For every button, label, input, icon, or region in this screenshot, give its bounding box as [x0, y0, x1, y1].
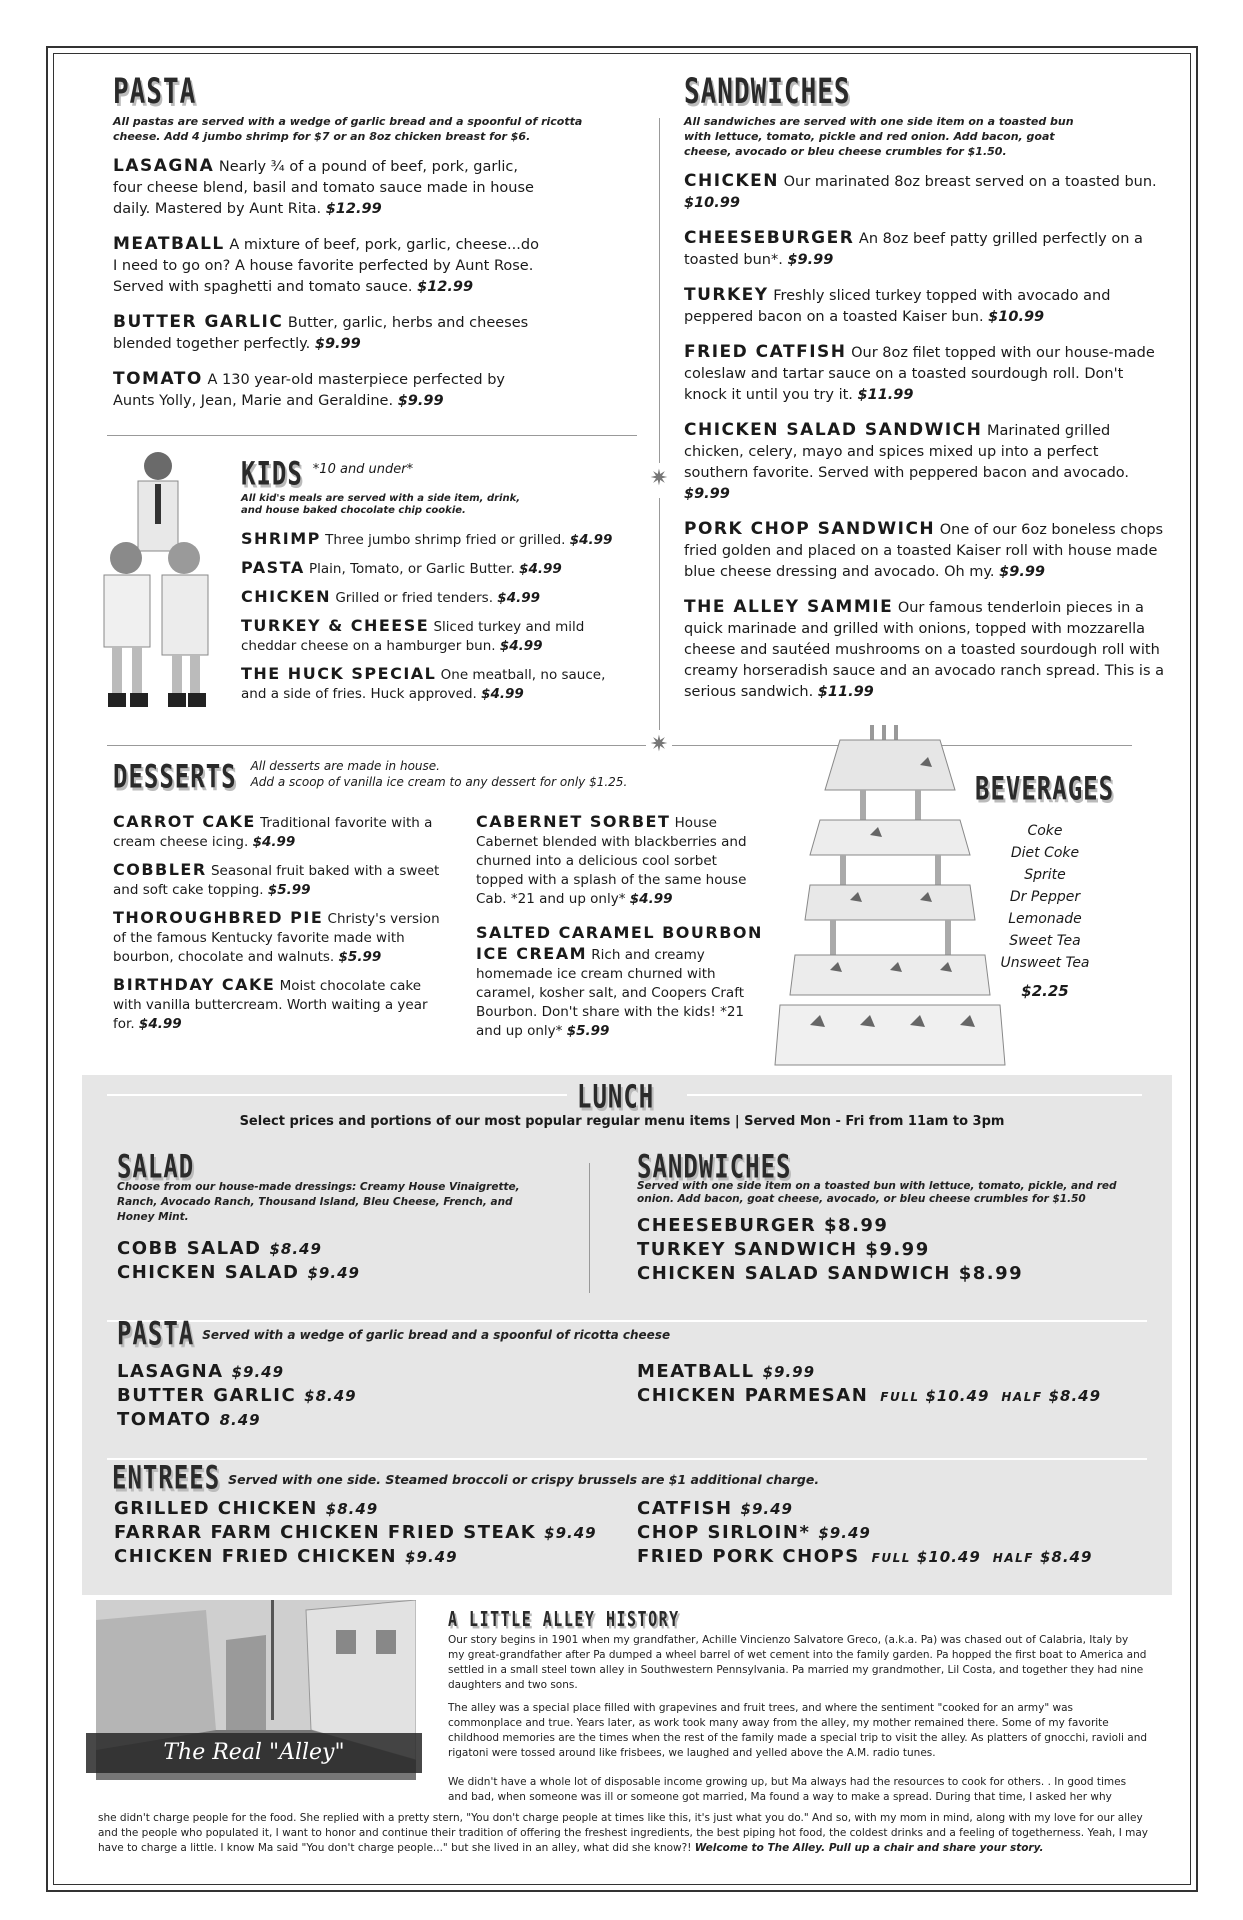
menu-item-name: LASAGNA	[113, 156, 215, 176]
lunch-item-price: $9.49	[307, 1264, 360, 1282]
cake-photo	[770, 725, 1010, 1075]
menu-item-description: Our famous tenderloin pieces in a quick marinade and grilled with onions, topped with mozzarella cheese and sautéed mushrooms on a toasted sourdough roll with creamy horseradish sauce and an avocado ranch spread. This is a serious sandwich.	[684, 600, 1165, 700]
menu-item	[684, 420, 1164, 505]
menu-item-price: $4.99	[519, 561, 562, 577]
menu-item-name: PASTA	[241, 558, 305, 577]
menu-item-description: Marinated grilled chicken, celery, mayo and spices mixed up into a perfect southern favorite. Served with peppered bacon and avocado.	[684, 423, 1130, 481]
lunch-item	[117, 1261, 547, 1285]
beverages-list	[975, 820, 1115, 974]
lunch-item	[117, 1384, 357, 1408]
menu-item-name: CABERNET SORBET	[476, 812, 671, 831]
menu-item	[241, 616, 631, 656]
menu-item-price: $9.99	[787, 252, 834, 268]
menu-item	[476, 812, 766, 909]
menu-item-description: Grilled or fried tenders.	[335, 590, 493, 606]
pasta-subtitle: All pastas are served with a wedge of garlic bread and a spoonful of ricotta cheese. Add 4 jumbo shrimp for $7 or an 8oz chicken breast for $6.	[113, 115, 583, 143]
menu-item-price: $5.99	[338, 949, 382, 965]
menu-item	[684, 285, 1164, 328]
lunch-sandwich-item: TURKEY SANDWICH $9.99	[637, 1239, 930, 1260]
lunch-entrees-right	[637, 1497, 1092, 1570]
desserts-right-items	[476, 800, 766, 1041]
lunch-pasta-section	[117, 1313, 1137, 1353]
lunch-item	[637, 1497, 1092, 1521]
menu-item-description: Butter, garlic, herbs and cheeses blended together perfectly.	[113, 315, 529, 352]
lunch-item-half-price: $8.49	[1048, 1387, 1102, 1405]
menu-item	[684, 228, 1164, 271]
menu-item-description: Plain, Tomato, or Garlic Butter.	[309, 561, 515, 577]
menu-item-name: THE ALLEY SAMMIE	[684, 597, 894, 617]
lunch-entrees-section	[112, 1455, 1132, 1497]
menu-item-name: CHICKEN SALAD SANDWICH	[684, 420, 983, 440]
menu-item-price: $4.99	[252, 834, 296, 850]
lunch-item-name: COBB SALAD	[117, 1238, 262, 1259]
menu-item	[684, 342, 1164, 406]
alley-photo-caption: The Real "Alley"	[163, 1740, 345, 1765]
lunch-item-price: $9.49	[405, 1548, 458, 1566]
pasta-items	[113, 156, 543, 412]
beverage-item: Sprite	[1024, 867, 1066, 883]
lunch-item	[114, 1521, 597, 1545]
lunch-item-name: LASAGNA	[117, 1361, 224, 1382]
menu-item	[241, 558, 631, 579]
lunch-entrees-left	[114, 1497, 597, 1569]
lunch-item-name: CHICKEN PARMESAN	[637, 1385, 869, 1406]
menu-item-description: House Cabernet blended with blackberries and churned into a delicious cool sorbet topped with a splash of the same house Cab. *21 and up only*	[476, 815, 747, 907]
lunch-item-name: FRIED PORK CHOPS	[637, 1546, 860, 1567]
lunch-item-price: $9.49	[544, 1524, 597, 1542]
beverage-item: Lemonade	[1008, 911, 1082, 927]
lunch-salad-items	[117, 1237, 547, 1285]
menu-item-description: Traditional favorite with a cream cheese icing.	[113, 815, 433, 850]
history-closing: Welcome to The Alley. Pull up a chair and share your story.	[694, 1842, 1044, 1854]
menu-item-price: $4.99	[138, 1016, 182, 1032]
lunch-item-full-price: $10.49	[925, 1387, 990, 1405]
menu-item-name: TOMATO	[113, 369, 203, 389]
sandwiches-items	[684, 171, 1164, 703]
lunch-heading: LUNCH	[577, 1078, 655, 1116]
beverage-item: Coke	[1027, 823, 1063, 839]
menu-item-price: $11.99	[817, 684, 874, 700]
menu-item-name: TURKEY & CHEESE	[241, 616, 430, 635]
lunch-item-half: HALF	[992, 1551, 1034, 1565]
sandwiches-heading: SANDWICHES	[684, 72, 851, 113]
lunch-pasta-heading: PASTA	[117, 1315, 195, 1353]
menu-item-name: BUTTER GARLIC	[113, 312, 284, 332]
menu-item-description: Rich and creamy homemade ice cream churned with caramel, kosher salt, and Coopers Craft Bourbon. Don't share with the kids! *21 and up only*	[476, 947, 745, 1039]
menu-item-name: COBBLER	[113, 860, 207, 879]
lunch-entrees-subtitle: Served with one side. Steamed broccoli or crispy brussels are $1 additional charge.	[228, 1472, 820, 1487]
menu-item	[113, 908, 453, 967]
lunch-divider	[589, 1163, 590, 1293]
lunch-item	[117, 1408, 357, 1432]
lunch-salad-heading: SALAD	[117, 1148, 195, 1186]
desserts-subtitle-1: All desserts are made in house.	[250, 759, 440, 773]
history-section	[448, 1607, 1148, 1805]
menu-item-name: CHEESEBURGER	[684, 228, 855, 248]
history-paragraph-1: Our story begins in 1901 when my grandfather, Achille Vincienzo Salvatore Greco, (a.k.a. Pa) was chased out of Calabria, Italy by my great-grandfather after Pa dumped a wheel barrel of wet cement into the family garden. Pa hopped the first boat to America and settled in a small steel town alley in Southwestern Pennsylvania. Pa married my grandmother, Lil Costa, and together they had nine daughters and two sons.	[448, 1634, 1147, 1691]
sandwiches-subtitle: All sandwiches are served with one side item on a toasted bun with lettuce, tomato, pickle and red onion. Add bacon, goat cheese, avocado or bleu cheese crumbles for $1.50.	[684, 115, 1074, 158]
menu-item-name: SALTED CARAMEL BOURBON ICE CREAM	[476, 923, 763, 963]
lunch-item-name: CHICKEN SALAD	[117, 1262, 300, 1283]
menu-item	[684, 597, 1164, 703]
menu-item-description: Sliced turkey and mild cheddar cheese on a hamburger bun.	[241, 619, 585, 654]
menu-item-description: Seasonal fruit baked with a sweet and soft cake topping.	[113, 863, 440, 898]
lunch-item-price: $9.49	[740, 1500, 793, 1518]
lunch-item	[637, 1384, 1101, 1409]
lunch-salad-subtitle: Choose from our house-made dressings: Creamy House Vinaigrette, Ranch, Avocado Ranch, Thousand Island, Bleu Cheese, French, and Honey Mint.	[117, 1181, 520, 1223]
lunch-salad-section	[117, 1148, 547, 1285]
menu-item-description: A 130 year-old masterpiece perfected by Aunts Yolly, Jean, Marie and Geraldine.	[113, 372, 505, 409]
lunch-sandwich-item: CHICKEN SALAD SANDWICH $8.99	[637, 1263, 1024, 1284]
beverages-heading: BEVERAGES	[975, 770, 1115, 808]
lunch-sandwiches-items	[637, 1214, 1137, 1286]
menu-item-name: TURKEY	[684, 285, 769, 305]
lunch-item-price: $9.99	[762, 1363, 816, 1381]
menu-item-name: MEATBALL	[113, 234, 225, 254]
menu-item-description: Our 8oz filet topped with our house-made coleslaw and tartar sauce on a toasted sourdough roll. Don't knock it until you try it.	[684, 345, 1155, 403]
lunch-item-name: CATFISH	[637, 1498, 733, 1519]
lunch-rule-right	[687, 1094, 1142, 1096]
lunch-item-price: $9.49	[818, 1524, 871, 1542]
menu-item-price: $9.99	[397, 393, 444, 409]
menu-item-price: $10.99	[988, 309, 1045, 325]
lunch-item	[114, 1545, 597, 1569]
lunch-item-price: $9.49	[231, 1363, 285, 1381]
lunch-item-half-price: $8.49	[1039, 1548, 1093, 1566]
menu-item	[113, 234, 543, 298]
kids-items	[241, 529, 631, 704]
center-divider-top	[659, 118, 660, 463]
lunch-item-name: GRILLED CHICKEN	[114, 1498, 318, 1519]
lunch-item-name: CHICKEN FRIED CHICKEN	[114, 1546, 398, 1567]
menu-item	[684, 519, 1164, 583]
menu-item-description: A mixture of beef, pork, garlic, cheese...do I need to go on? A house favorite perfected by Aunt Rose. Served with spaghetti and tomato sauce.	[113, 237, 539, 295]
menu-item-name: FRIED CATFISH	[684, 342, 847, 362]
menu-item-name: THOROUGHBRED PIE	[113, 908, 324, 927]
lunch-item-name: TOMATO	[117, 1409, 212, 1430]
lunch-sandwich-item: CHEESEBURGER $8.99	[637, 1215, 889, 1236]
history-heading: A LITTLE ALLEY HISTORY	[448, 1607, 680, 1632]
star-ornament-icon-2: ✷	[646, 732, 672, 758]
menu-item	[241, 529, 631, 550]
kids-age-note: *10 and under*	[312, 462, 414, 477]
beverages-section	[975, 770, 1145, 1002]
menu-item	[113, 369, 543, 412]
menu-item-price: $9.99	[314, 336, 361, 352]
menu-item	[113, 860, 453, 900]
lunch-item	[637, 1521, 1092, 1545]
history-paragraph-2: The alley was a special place filled with grapevines and fruit trees, and where the sentiment "cooked for an army" was commonplace and true. Years later, as work took many away from the alley, my mother remained there. Some of my favorite childhood memories are the times when the rest of the family made a special trip to visit the alley. As platters of gnocchi, ravioli and rigatoni were tossed around like frisbees, we laughed and yelled above the A.M. radio tunes.	[448, 1702, 1148, 1759]
menu-item-price: $12.99	[325, 201, 382, 217]
kids-heading: KIDS	[241, 455, 303, 493]
star-ornament-icon: ✷	[646, 466, 672, 492]
lunch-item	[117, 1360, 357, 1384]
menu-item-price: $12.99	[417, 279, 474, 295]
lunch-item-name: MEATBALL	[637, 1361, 755, 1382]
menu-item	[113, 312, 543, 355]
lunch-rule-left	[107, 1094, 567, 1096]
lunch-item	[637, 1545, 1092, 1570]
menu-item-price: $4.99	[499, 638, 543, 654]
desserts-heading: DESSERTS	[113, 758, 237, 796]
pasta-kids-divider	[107, 435, 637, 436]
center-divider-mid	[659, 498, 660, 730]
menu-item	[241, 664, 631, 704]
kids-subtitle: All kid's meals are served with a side item, drink, and house baked chocolate chip cookie.	[241, 493, 521, 516]
menu-item-name: CHICKEN	[241, 587, 332, 606]
history-paragraph-3: We didn't have a whole lot of disposable income growing up, but Ma always had the resources to cook for others. . In good times and bad, when someone was ill or someone got married, Ma found a way to make a spread. During that time, I asked her why	[448, 1776, 1127, 1803]
lunch-item	[117, 1237, 547, 1261]
menu-item-description: One meatball, no sauce, and a side of fries. Huck approved.	[241, 667, 606, 702]
desserts-divider-left	[107, 745, 647, 746]
lunch-item-name: CHOP SIRLOIN*	[637, 1522, 811, 1543]
menu-item-price: $4.99	[569, 532, 613, 548]
menu-item-description: Christy's version of the famous Kentucky favorite made with bourbon, chocolate and walnuts.	[113, 911, 440, 965]
beverage-item: Unsweet Tea	[1000, 955, 1090, 971]
menu-item-description: Nearly ¾ of a pound of beef, pork, garlic, four cheese blend, basil and tomato sauce made in house daily. Mastered by Aunt Rita.	[113, 159, 534, 217]
menu-item-price: $5.99	[267, 882, 311, 898]
history-paragraph-4	[98, 1811, 1148, 1856]
lunch-item-full: FULL	[871, 1551, 911, 1565]
menu-item-price: $4.99	[481, 686, 524, 702]
desserts-left-items	[113, 800, 453, 1034]
lunch-sandwiches-subtitle: Served with one side item on a toasted bun with lettuce, tomato, pickle, and red onion. Add bacon, goat cheese, avocado, or bleu cheese crumbles for $1.50	[637, 1180, 1117, 1205]
menu-item-price: $11.99	[857, 387, 914, 403]
menu-item	[476, 923, 766, 1041]
pasta-section	[113, 72, 633, 412]
lunch-item	[637, 1360, 1101, 1384]
menu-item-price: $4.99	[497, 590, 540, 606]
beverage-item: Sweet Tea	[1009, 933, 1081, 949]
menu-item	[113, 975, 453, 1034]
menu-item-description: Freshly sliced turkey topped with avocado and peppered bacon on a toasted Kaiser bun.	[684, 288, 1111, 325]
menu-item-name: SHRIMP	[241, 529, 321, 548]
desserts-section	[113, 758, 793, 794]
menu-item-name: BIRTHDAY CAKE	[113, 975, 276, 994]
menu-item	[113, 156, 543, 220]
sandwiches-section	[684, 72, 1164, 703]
menu-item-description: One of our 6oz boneless chops fried golden and placed on a toasted Kaiser roll with house made blue cheese dressing and avocado. Oh my.	[684, 522, 1164, 580]
menu-item-description: An 8oz beef patty grilled perfectly on a toasted bun*.	[684, 231, 1143, 268]
menu-item	[684, 171, 1164, 214]
desserts-subtitle-2: Add a scoop of vanilla ice cream to any dessert for only $1.25.	[250, 775, 628, 789]
beverage-item: Diet Coke	[1010, 845, 1080, 861]
lunch-item-name: FARRAR FARM CHICKEN FRIED STEAK	[114, 1522, 537, 1543]
menu-item	[241, 587, 631, 608]
menu-item-description: Three jumbo shrimp fried or grilled.	[325, 532, 566, 548]
beverage-item: Dr Pepper	[1009, 889, 1081, 905]
lunch-item	[114, 1497, 597, 1521]
lunch-item-name: BUTTER GARLIC	[117, 1385, 297, 1406]
menu-item-description: Our marinated 8oz breast served on a toasted bun.	[783, 174, 1157, 190]
menu-item-price: $5.99	[566, 1023, 610, 1039]
menu-item-name: CARROT CAKE	[113, 812, 256, 831]
history-paragraph-4-text: she didn't charge people for the food. She replied with a pretty stern, "You don't charge people at times like this, it's just what you do." And so, with my mom in mind, along with my love for our alley and the people who populated it, I want to honor and continue their tradition of offering the freshest ingredients, the best piping hot food, the coldest drinks and a feeling of togetherness. Yeah, I may have to charge a little. I know Ma said "You don't charge people..." but she lived in an alley, what did she know?!	[98, 1812, 1149, 1854]
lunch-item-full: FULL	[880, 1390, 920, 1404]
beverages-price: $2.25	[1021, 982, 1069, 1000]
lunch-item-price: $8.49	[269, 1240, 322, 1258]
menu-item-price: $9.99	[684, 486, 730, 502]
kids-section	[241, 455, 631, 704]
lunch-pasta-subtitle: Served with a wedge of garlic bread and a spoonful of ricotta cheese	[202, 1328, 671, 1342]
menu-item-description: Moist chocolate cake with vanilla buttercream. Worth waiting a year for.	[113, 978, 428, 1032]
lunch-subtitle: Select prices and portions of our most popular regular menu items | Served Mon - Fri from 11am to 3pm	[239, 1114, 1005, 1129]
lunch-entrees-heading: ENTREES	[112, 1459, 221, 1497]
lunch-item-price: $8.49	[325, 1500, 379, 1518]
lunch-sandwiches-heading: SANDWICHES	[637, 1148, 792, 1186]
lunch-item-full-price: $10.49	[916, 1548, 981, 1566]
lunch-item-half: HALF	[1001, 1390, 1043, 1404]
lunch-item-price: 8.49	[219, 1411, 261, 1429]
lunch-pasta-left	[117, 1360, 357, 1432]
menu-item-price: $4.99	[629, 891, 673, 907]
pasta-heading: PASTA	[113, 72, 197, 113]
menu-item-name: THE HUCK SPECIAL	[241, 664, 437, 683]
menu-item-name: CHICKEN	[684, 171, 780, 191]
kids-photo	[96, 448, 226, 718]
lunch-item-price: $8.49	[304, 1387, 357, 1405]
menu-item-price: $9.99	[999, 564, 1046, 580]
lunch-pasta-right	[637, 1360, 1101, 1409]
menu-item-name: PORK CHOP SANDWICH	[684, 519, 936, 539]
lunch-sandwiches-section	[637, 1148, 1137, 1286]
menu-item	[113, 812, 453, 852]
menu-item-price: $10.99	[684, 195, 740, 211]
